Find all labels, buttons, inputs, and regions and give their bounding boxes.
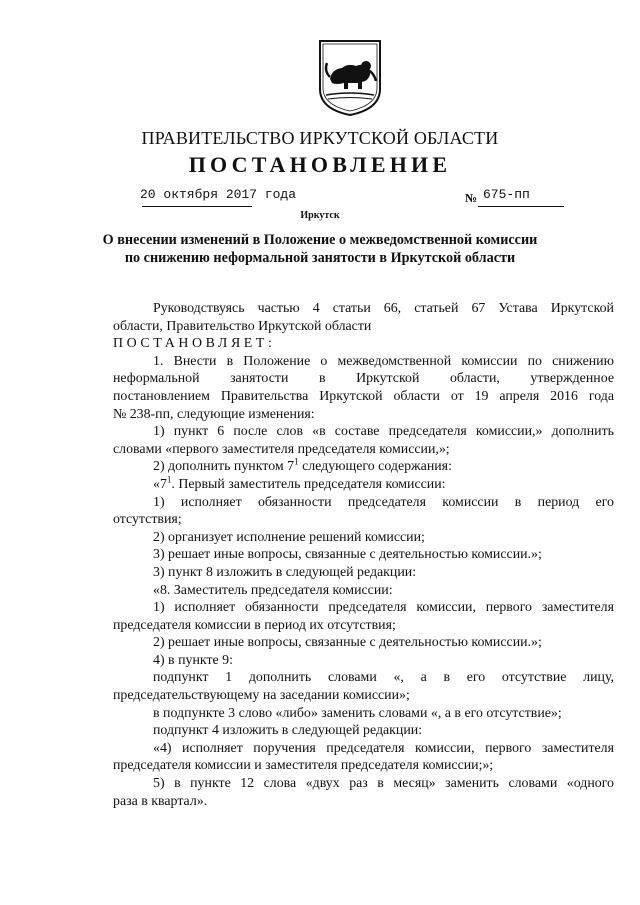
item-1-line-4: № 238-пп, следующие изменения: — [113, 406, 315, 422]
government-name: ПРАВИТЕЛЬСТВО ИРКУТСКОЙ ОБЛАСТИ — [141, 128, 499, 148]
number-underline — [478, 206, 564, 207]
sub-1-line-2: словами «первого заместителя председателя комиссии,»; — [113, 441, 450, 457]
item-8-heading: «8. Заместитель председателя комиссии: — [153, 582, 393, 598]
title-line-1: О внесении изменений в Положение о межведомственной комиссии — [102, 232, 538, 248]
resolve-word: ПОСТАНОВЛЯЕТ: — [113, 336, 276, 352]
document-title — [0, 231, 640, 267]
document-body — [113, 300, 614, 810]
item-7-1-prefix: «7 — [153, 476, 167, 492]
item-7-1-sub-3: 3) решает иные вопросы, связанные с деятельностью комиссии.»; — [153, 547, 542, 563]
sub-2 — [113, 458, 614, 476]
item-9-sub-1-line-2: председательствующему на заседании комиссии»; — [113, 688, 410, 704]
item-1-line-1: 1. Внести в Положение о межведомственной комиссии по снижению — [153, 353, 614, 369]
date-underline — [142, 206, 252, 207]
sub-2-prefix: 2) дополнить пунктом 7 — [153, 459, 295, 475]
coat-of-arms-emblem — [318, 39, 382, 117]
item-7-1-heading — [113, 476, 614, 494]
intro-line-2: области, Правительство Иркутской области — [113, 318, 372, 334]
item-7-1-sub-2: 2) организует исполнение решений комиссии; — [153, 529, 425, 545]
item-9-sub-4: подпункт 4 изложить в следующей редакции: — [153, 723, 423, 739]
city-name: Иркутск — [300, 210, 340, 221]
item-8-sub-2: 2) решает иные вопросы, связанные с деятельностью комиссии.»; — [153, 635, 542, 651]
document-number: 675-пп — [483, 187, 530, 202]
item-7-1-sub-1-line-2: отсутствия; — [113, 512, 182, 528]
title-line-2: по снижению неформальной занятости в Иркутской области — [124, 250, 516, 266]
item-7-1-sub-1-line-1: 1) исполняет обязанности председателя комиссии в период его — [153, 494, 614, 510]
sub-1-line-1: 1) пункт 6 после слов «в составе председателя комиссии,» дополнить — [153, 424, 614, 440]
sub-5-line-2: раза в квартал». — [113, 793, 208, 809]
number-sign: № — [465, 191, 478, 205]
item-9-sub-3: в подпункте 3 слово «либо» заменить словами «, а в его отсутствие»; — [153, 705, 562, 721]
item-7-1-sup: 1 — [166, 474, 172, 485]
item-9-sub-4-text-line-2: председателя комиссии и заместителя председателя комиссии;»; — [113, 758, 494, 774]
sub-2-sup: 1 — [294, 456, 299, 467]
intro-line-1: Руководствуясь частью 4 статьи 66, статьей 67 Устава Иркутской — [153, 301, 614, 316]
item-8-sub-1-line-2: председателя комиссии в период их отсутствия; — [113, 617, 396, 633]
item-1-line-3: постановлением Правительства Иркутской области от 19 апреля 2016 года — [113, 388, 614, 404]
item-9-sub-4-text-line-1: «4) исполняет поручения председателя комиссии, первого заместителя — [153, 740, 614, 756]
document-date: 20 октября 2017 года — [140, 187, 297, 202]
sub-5-line-1: 5) в пункте 12 слова «двух раз в месяц» заменить словами «одного — [153, 776, 614, 792]
document-type: ПОСТАНОВЛЕНИЕ — [188, 152, 452, 177]
sub-2-suffix: следующего содержания: — [298, 459, 452, 475]
sub-3: 3) пункт 8 изложить в следующей редакции: — [153, 564, 417, 580]
item-9-sub-1-line-1: подпункт 1 дополнить словами «, а в его отсутствие лицу, — [153, 670, 614, 686]
item-1-line-2: неформальной занятости в Иркутской области, утвержденное — [113, 371, 614, 387]
sub-4: 4) в пункте 9: — [153, 652, 233, 668]
item-7-1-suffix: . Первый заместитель председателя комиссии: — [171, 476, 446, 492]
item-8-sub-1-line-1: 1) исполняет обязанности председателя комиссии, первого заместителя — [153, 600, 614, 616]
